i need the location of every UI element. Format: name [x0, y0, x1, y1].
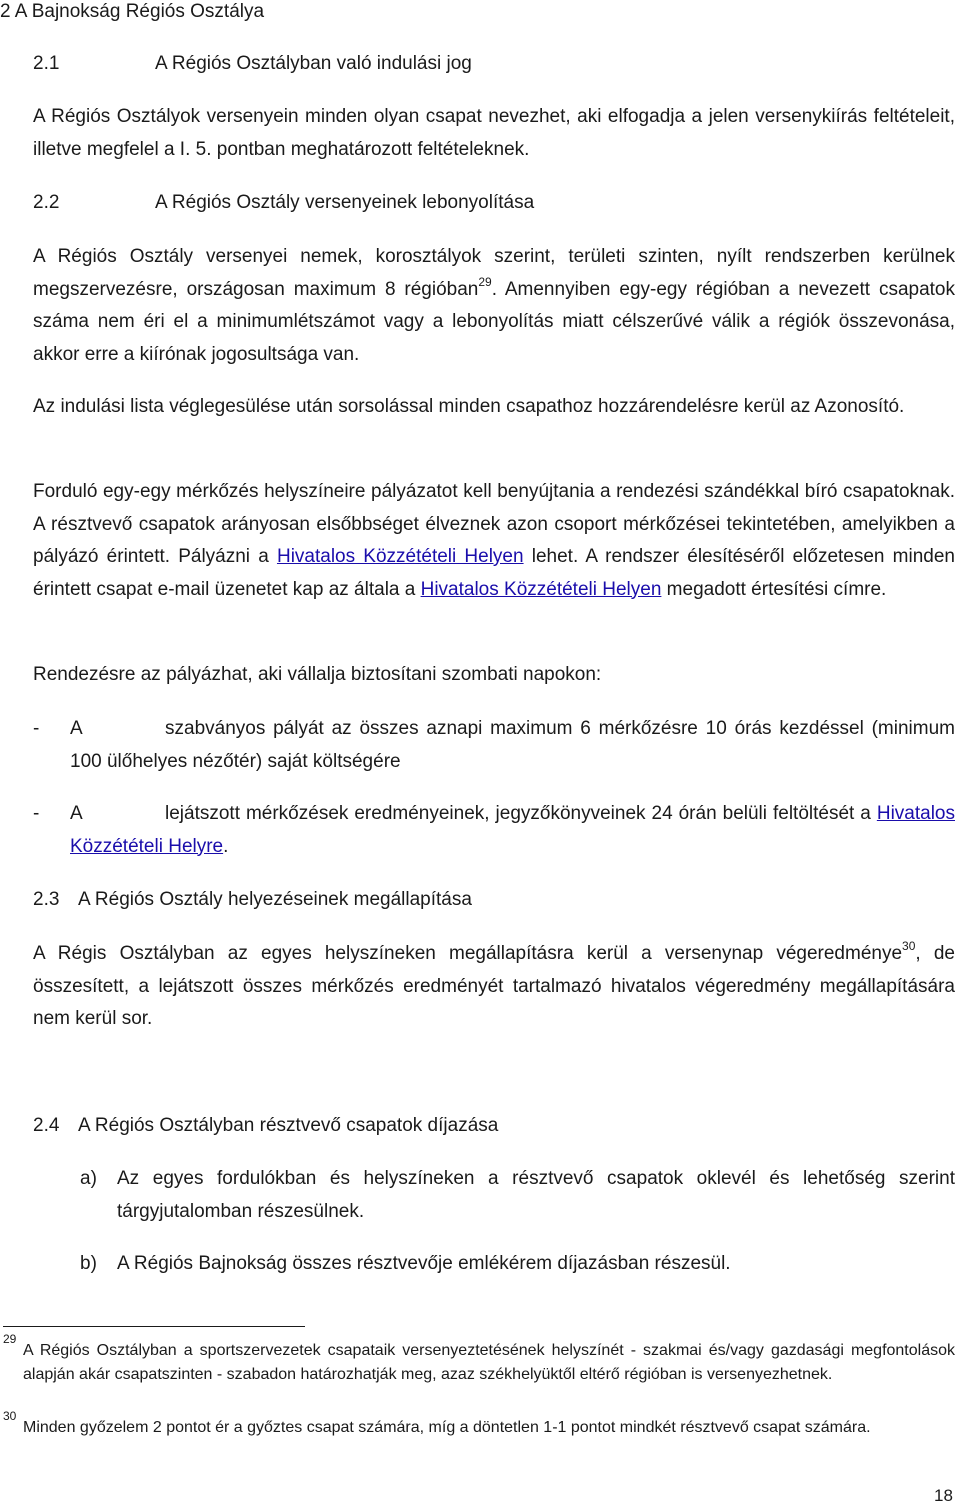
paragraph-2-2-hosting: Rendezésre az pályázhat, aki vállalja biztosítani szombati napokon:: [33, 664, 602, 685]
chapter-heading: 2 A Bajnokság Régiós Osztálya: [0, 1, 265, 22]
list-label: a): [80, 1168, 97, 1189]
footnote-29: [3, 1332, 955, 1387]
text-run: megadott értesítési címre.: [661, 578, 887, 600]
list-text: lejátszott mérkőzések eredményeinek, jegyzőkönyveinek 24 órán belüli feltöltését a: [165, 803, 877, 824]
official-publication-link[interactable]: Hivatalos Közzétételi Helyen: [276, 546, 524, 567]
list-text: A Régiós Bajnokság összes résztvevője emlékérem díjazásban részesül.: [117, 1253, 731, 1274]
paragraph-2-3: [33, 938, 955, 1036]
text-run: A Régis Osztályban az egyes helyszíneken megállapításra kerül a versenynap végeredménye: [33, 943, 903, 964]
list-label: b): [80, 1253, 97, 1274]
section-2-2-heading: [33, 191, 534, 215]
footnote-text: Minden győzelem 2 pontot ér a győztes csapat számára, míg a döntetlen 1-1 pontot mindkét résztvevő csapat számára.: [23, 1419, 871, 1436]
official-publication-link[interactable]: Hivatalos Közzétételi Helyre: [70, 803, 955, 857]
section-number: 2.1: [33, 53, 60, 74]
list-item: [33, 713, 955, 778]
text-run: Forduló egy-egy mérkőzés helyszíneire pályázatot kell benyújtania a rendezési szándékkal bíró csapatoknak. A résztvevő csapatok arányosan elsőbbséget élveznek azon csoport mérkőzései tekintetében, amelyikben a pályázó érintett. Pályázni a: [33, 481, 955, 567]
text-run: . Amennyiben egy-egy régióban a nevezett csapatok száma nem éri el a minimumlétszámot vagy a lebonyolítás miatt célszerűvé válik a régiók összevonása, akkor erre a kiírónak jogosultsága van.: [33, 278, 956, 365]
section-title: A Régiós Osztályban való indulási jog: [155, 53, 472, 74]
list-item: [80, 1163, 955, 1228]
footnote-number: 30: [3, 1409, 17, 1423]
section-number: 2.3: [33, 889, 60, 910]
section-number: 2.4: [33, 1115, 60, 1136]
paragraph-2-2-venues: [33, 476, 955, 606]
list-text: Az egyes fordulókban és helyszíneken a résztvevő csapatok oklevél és lehetőség szerint tárgyjutalomban részesülnek.: [117, 1168, 955, 1222]
section-2-1-heading: [33, 52, 472, 76]
paragraph-2-1: A Régiós Osztályok versenyein minden olyan csapat nevezhet, aki elfogadja a jelen versenykiírás feltételeit, illetve megfelel a I. 5. pontban meghatározott feltételeknek.: [33, 106, 955, 160]
text-run: , de összesített, a lejátszott összes mérkőzés eredményét tartalmazó hivatalos végeredmény megállapítására nem kerül sor.: [33, 943, 955, 1029]
footnote-text: A Régiós Osztályban a sportszervezetek csapataik versenyeztetésének helyszínét - szakmai és/vagy gazdasági megfontolások alapján akár csapatszinten - szabadon határozhatják meg, azaz székhelyüktől eltérő régióban is versenyezhetnek.: [23, 1342, 955, 1383]
paragraph-2-2-organization: [33, 241, 955, 371]
list-text: .: [223, 835, 229, 857]
footnote-number: 29: [3, 1332, 17, 1346]
list-dash: -: [33, 718, 40, 739]
section-2-3-heading: [33, 888, 472, 912]
list-lead: A: [70, 803, 83, 824]
text-run: A Régiós Osztály versenyei nemek, korosztályok szerint, területi szinten, nyílt rendszerben kerülnek megszervezésre, országosan maximum 8 régióban: [33, 246, 955, 300]
section-title: A Régiós Osztály versenyeinek lebonyolítása: [155, 192, 535, 213]
footnote-ref-29[interactable]: 29: [478, 274, 492, 289]
list-item: [80, 1248, 955, 1281]
section-number: 2.2: [33, 192, 60, 213]
footnote-ref-30[interactable]: 30: [902, 939, 916, 953]
text-run: lehet. A rendszer élesítéséről előzetesen minden érintett csapat e-mail üzenetet kap az általa a: [33, 546, 955, 600]
list-item: [33, 798, 955, 863]
official-publication-link[interactable]: Hivatalos Közzétételi Helyen: [420, 578, 662, 600]
footnote-30: [3, 1409, 955, 1440]
list-lead: A: [70, 718, 83, 739]
list-text: szabványos pályát az összes aznapi maximum 6 mérkőzésre 10 órás kezdéssel (minimum 100 ülőhelyes nézőtér) saját költségére: [70, 718, 955, 772]
section-2-4-heading: [33, 1114, 498, 1138]
paragraph-2-2-identifier: Az indulási lista véglegesülése után sorsolással minden csapathoz hozzárendelésre kerül az Azonosító.: [33, 396, 905, 417]
list-dash: -: [33, 803, 40, 824]
section-title: A Régiós Osztály helyezéseinek megállapítása: [78, 889, 472, 910]
footnote-separator: [3, 1326, 305, 1327]
page-number: 18: [934, 1486, 953, 1505]
section-title: A Régiós Osztályban résztvevő csapatok díjazása: [78, 1115, 499, 1136]
